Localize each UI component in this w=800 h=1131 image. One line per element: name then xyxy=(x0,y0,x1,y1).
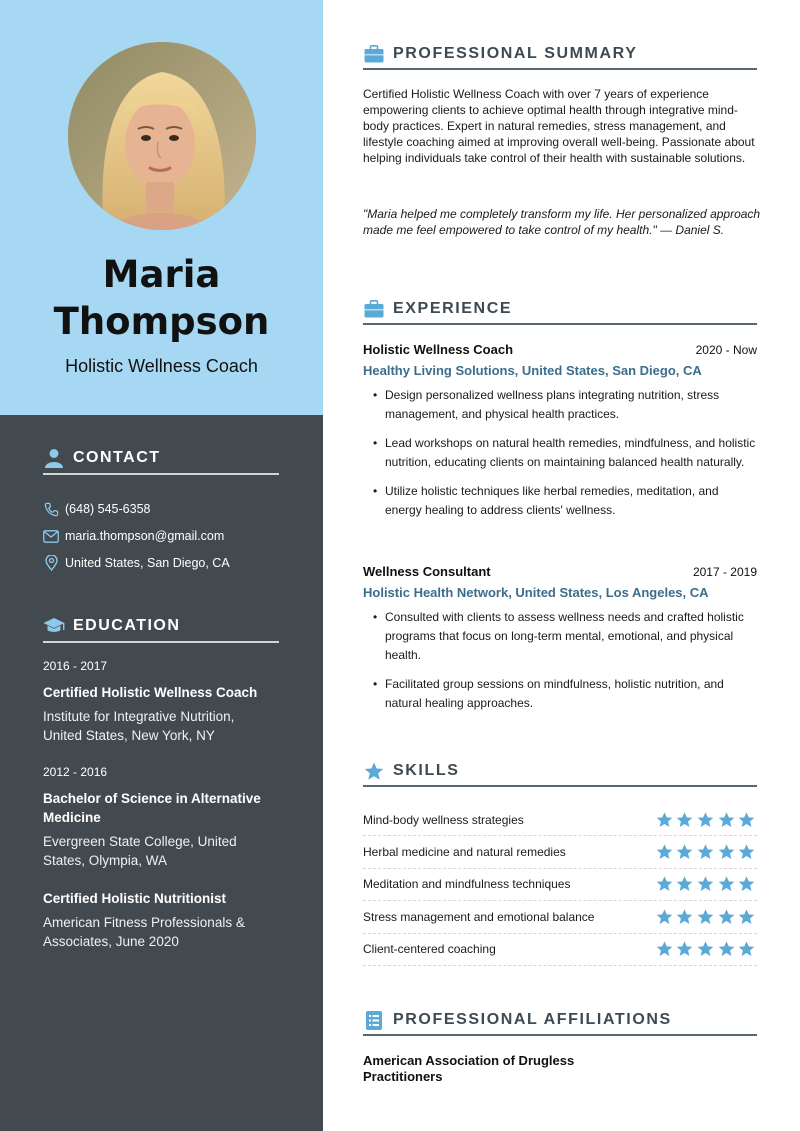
skill-rating xyxy=(654,908,757,926)
job-bullet: • Utilize holistic techniques like herbal remedies, meditation, and energy healing to address clients' wellness. xyxy=(363,482,757,520)
education-school: Evergreen State College, United States, Olympia, WA xyxy=(43,834,237,868)
graduation-cap-icon xyxy=(43,615,65,637)
rating-star-icon xyxy=(736,908,757,926)
rating-star-icon xyxy=(716,908,737,926)
job-bullet: • Consulted with clients to assess wellness needs and crafted holistic programs that focus on long-term mental, emotional, and physical health. xyxy=(363,608,757,665)
skill-row xyxy=(363,804,757,836)
education-degree: Certified Holistic Nutritionist xyxy=(43,891,227,906)
education-years: 2016 - 2017 xyxy=(43,659,108,673)
rating-star-icon xyxy=(716,875,737,893)
education-item xyxy=(43,765,293,870)
job-dates: 2020 - Now xyxy=(695,343,757,357)
skill-row xyxy=(363,901,757,933)
job-title: Holistic Wellness Coach xyxy=(65,356,258,376)
briefcase-icon xyxy=(363,43,385,65)
job-bullet: • Lead workshops on natural health remedies, mindfulness, and holistic nutrition, educating clients on maintaining balanced health naturally. xyxy=(363,434,757,472)
rating-star-icon xyxy=(736,811,757,829)
rating-star-icon xyxy=(675,811,696,829)
experience-item xyxy=(363,564,757,723)
education-years: 2012 - 2016 xyxy=(43,765,108,779)
summary-text: Certified Holistic Wellness Coach with over 7 years of experience empowering clients to achieve optimal health through integrative mind-body practices. Expert in natural remedies, stress management, and lifestyle coaching aimed at improving overall well-being. Passionate about helping individuals take control of their health with sustainable solutions. xyxy=(363,87,755,165)
affiliations-heading: PROFESSIONAL AFFILIATIONS xyxy=(363,1006,757,1036)
job-company: Holistic Health Network, United States, Los Angeles, CA xyxy=(363,585,709,600)
skill-rating xyxy=(654,843,757,861)
rating-star-icon xyxy=(695,908,716,926)
skill-row xyxy=(363,869,757,901)
person-icon xyxy=(43,447,65,469)
skill-name: Mind-body wellness strategies xyxy=(363,812,524,827)
skill-row xyxy=(363,934,757,966)
rating-star-icon xyxy=(695,811,716,829)
skill-name: Client-centered coaching xyxy=(363,942,496,957)
rating-star-icon xyxy=(736,875,757,893)
rating-star-icon xyxy=(654,811,675,829)
sidebar-body xyxy=(0,415,323,1131)
experience-item xyxy=(363,342,757,530)
rating-star-icon xyxy=(675,908,696,926)
affiliation-item: American Association of Drugless Practitioners xyxy=(363,1053,575,1084)
portrait-image xyxy=(68,42,256,230)
skill-name: Stress management and emotional balance xyxy=(363,909,595,924)
last-name: Thompson xyxy=(53,300,270,343)
rating-star-icon xyxy=(654,908,675,926)
contact-email: maria.thompson@gmail.com xyxy=(43,528,224,544)
rating-star-icon xyxy=(716,940,737,958)
mail-icon xyxy=(43,528,59,544)
testimonial-quote: "Maria helped me completely transform my life. Her personalized approach made me feel empowered to take control of my health." — Daniel S. xyxy=(363,207,761,237)
skill-name: Meditation and mindfulness techniques xyxy=(363,877,571,892)
education-degree: Bachelor of Science in Alternative Medicine xyxy=(43,791,261,825)
skill-list xyxy=(363,804,757,966)
job-company: Healthy Living Solutions, United States, San Diego, CA xyxy=(363,363,702,378)
job-role: Holistic Wellness Coach xyxy=(363,342,514,357)
experience-heading: EXPERIENCE xyxy=(363,295,757,325)
rating-star-icon xyxy=(695,843,716,861)
contact-heading: CONTACT xyxy=(43,443,279,475)
job-bullets xyxy=(363,386,757,520)
first-name: Maria xyxy=(102,253,221,296)
rating-star-icon xyxy=(716,843,737,861)
star-icon xyxy=(363,760,385,782)
rating-star-icon xyxy=(654,875,675,893)
profile-photo xyxy=(68,42,256,230)
skill-rating xyxy=(654,875,757,893)
rating-star-icon xyxy=(675,940,696,958)
rating-star-icon xyxy=(695,940,716,958)
rating-star-icon xyxy=(695,875,716,893)
education-school: Institute for Integrative Nutrition, United States, New York, NY xyxy=(43,709,235,743)
job-bullet: • Design personalized wellness plans integrating nutrition, stress management, and physical health practices. xyxy=(363,386,757,424)
contact-phone: (648) 545-6358 xyxy=(43,501,150,517)
briefcase-icon xyxy=(363,298,385,320)
job-role: Wellness Consultant xyxy=(363,564,491,579)
education-item xyxy=(43,659,293,745)
rating-star-icon xyxy=(736,843,757,861)
rating-star-icon xyxy=(654,843,675,861)
rating-star-icon xyxy=(716,811,737,829)
job-bullet: • Facilitated group sessions on mindfulness, holistic nutrition, and natural healing approaches. xyxy=(363,675,757,713)
education-item xyxy=(43,889,293,951)
skills-heading: SKILLS xyxy=(363,757,757,787)
job-dates: 2017 - 2019 xyxy=(692,565,757,579)
education-school: American Fitness Professionals & Associates, June 2020 xyxy=(43,915,245,949)
skill-row xyxy=(363,836,757,868)
location-pin-icon xyxy=(43,555,59,571)
education-heading: EDUCATION xyxy=(43,611,279,643)
education-degree: Certified Holistic Wellness Coach xyxy=(43,685,258,700)
skill-rating xyxy=(654,940,757,958)
job-bullets xyxy=(363,608,757,713)
summary-heading: PROFESSIONAL SUMMARY xyxy=(363,40,757,70)
list-icon xyxy=(363,1009,385,1031)
skill-rating xyxy=(654,811,757,829)
rating-star-icon xyxy=(675,843,696,861)
contact-location: United States, San Diego, CA xyxy=(43,555,230,571)
phone-icon xyxy=(43,501,59,517)
rating-star-icon xyxy=(654,940,675,958)
rating-star-icon xyxy=(675,875,696,893)
skill-name: Herbal medicine and natural remedies xyxy=(363,845,566,860)
rating-star-icon xyxy=(736,940,757,958)
sidebar-header xyxy=(0,0,323,415)
